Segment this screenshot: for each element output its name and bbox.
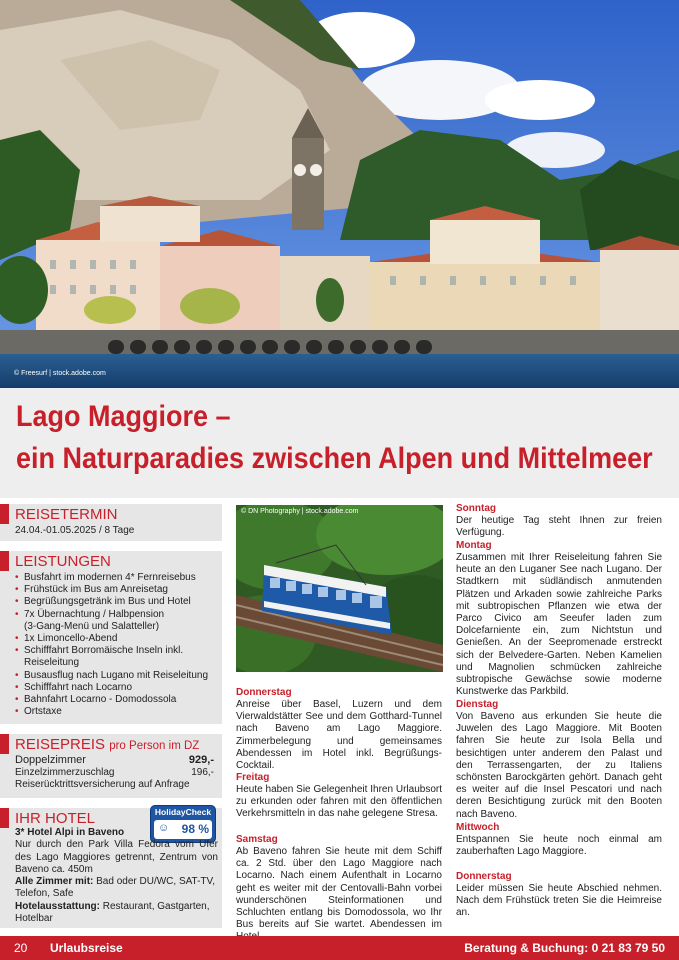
day-heading-montag: Montag xyxy=(456,540,492,551)
day-text-samstag: Ab Baveno fahren Sie heute mit dem Schiff ca. 2 Std. über den Lago Maggiore nach Locarno. Nach einem Aufenthalt in Locarno geht es weiter mit der Centovalli-Bahn vorbei wunderschönen Steinformationen und Schluchten entlang bis Domodossola, wo Ihr Bus bereits auf Sie wartet. Abendessen im xyxy=(236,846,442,931)
day-text-donnerstag-2: Leider müssen Sie heute Abschied nehmen. Nach dem Frühstück treten Sie die Heimreise an. xyxy=(456,883,662,919)
day-text-sonntag: Der heutige Tag steht Ihnen zur freien Verfügung. xyxy=(456,515,662,539)
hotel-name: 3* Hotel Alpi in Baveno xyxy=(15,827,125,838)
footer-contact: Beratung & Buchung: 0 21 83 79 50 xyxy=(464,941,665,955)
price-value: 929,- xyxy=(188,754,214,766)
leistung-item: • Bahnfahrt Locarno - Domodossola xyxy=(15,694,220,706)
day-text-freitag: Heute haben Sie Gelegenheit Ihren Urlaubsort zu erkunden oder fahren mit den öffentlichen Verkehrsmitteln in das nahe gelegene Stresa. xyxy=(236,784,442,820)
train-photo xyxy=(236,505,443,672)
reisetermin-text: 24.04.-01.05.2025 / 8 Tage xyxy=(15,525,135,536)
hero-illustration xyxy=(0,0,679,388)
day-text-montag: Zusammen mit Ihrer Reiseleitung fahren Sie heute an den Luganer See nach Lugano. Der Stadtkern mit südländisch anmutenden Plätzen und Arkaden sowie zahlreiche Parks mit subtropischen Pflanzen wie etwa der Parco Civico am Seeufer laden zum Dolcefarniente ein, zum Nichtstun und Genießen. An der Seepromenade erstreckt sich der Belvedere-Garten. Neben Kamelien und Magnolien schmücken zahlreiche subtropische Gewächse sowie moderne Kunstwerke das Parkbild. xyxy=(456,552,662,698)
hotel-facilities xyxy=(15,901,218,926)
hotel-facilities-label: Hotelausstattung: xyxy=(15,900,100,912)
leistung-item: • Ortstaxe xyxy=(15,706,220,718)
day-heading-samstag: Samstag xyxy=(236,834,278,845)
holidaycheck-people-icon: ☺ xyxy=(158,822,170,834)
leistung-item: • 7x Übernachtung / Halbpension xyxy=(15,609,220,621)
heading-leistungen: LEISTUNGEN xyxy=(15,553,111,570)
leistung-item: • Frühstück im Bus am Anreisetag xyxy=(15,584,220,596)
page-title-line1: Lago Maggiore – xyxy=(16,400,231,433)
price-row-dz xyxy=(15,754,214,767)
hotel-details xyxy=(15,827,218,925)
price-table xyxy=(15,754,214,767)
hero-photo-lake-town xyxy=(0,0,679,388)
page-title xyxy=(16,396,653,480)
panel-leistungen xyxy=(0,551,222,724)
day-heading-freitag: Freitag xyxy=(236,772,270,783)
holidaycheck-logo-text: HolidayCheck xyxy=(154,807,212,817)
day-text-dienstag: Von Baveno aus erkunden Sie heute die Juwelen des Lago Maggiore. Mit Booten fahren Sie heute zur Isola Bella und besichtigen unter anderem den Palast und den Terrassengarten, der zu Italiens schönsten Barockgärten gehört. Danach geht es weiter auf die Insel Pescatori und nach deren Besichtigung zurück mit den Booten nach Baveno. xyxy=(456,711,662,820)
reisepreis-title: REISEPREIS xyxy=(15,736,106,753)
heading-reisepreis xyxy=(15,736,199,753)
heading-reisetermin: REISETERMIN xyxy=(15,506,118,523)
reisepreis-subtitle: pro Person im DZ xyxy=(109,740,200,752)
page-title-line2: ein Naturparadies zwischen Alpen und Mittelmeer xyxy=(16,442,653,475)
day-text-mittwoch: Entspannen Sie heute noch einmal am zauberhaften Lago Maggiore. xyxy=(456,834,662,858)
day-heading-dienstag: Dienstag xyxy=(456,699,499,710)
panel-reisetermin xyxy=(0,504,222,541)
title-area xyxy=(0,388,679,498)
leistung-item: (3-Gang-Menü und Salatteller) xyxy=(24,620,160,632)
footer-bar xyxy=(0,936,679,960)
insurance-note: Reiserücktrittsversicherung auf Anfrage xyxy=(15,779,190,791)
hero-photo-credit: © Freesurf | stock.adobe.com xyxy=(14,370,106,377)
leistung-item: • Schifffahrt nach Locarno xyxy=(15,682,220,694)
holidaycheck-percent: 98 % xyxy=(181,822,209,836)
leistung-item: • Schifffahrt Borromäische Inseln inkl. xyxy=(15,645,220,657)
leistung-item: • 1x Limoncello-Abend xyxy=(15,633,220,645)
footer-category: Urlaubsreise xyxy=(50,941,123,955)
price-row-ez xyxy=(15,767,214,779)
price-label: Doppelzimmer xyxy=(15,754,86,766)
hotel-rooms-label: Alle Zimmer mit: xyxy=(15,876,94,888)
accent-bar xyxy=(0,734,9,754)
page-number: 20 xyxy=(14,941,28,955)
hotel-rooms-text: Bad oder DU/WC, SAT-TV, Telefon, Safe xyxy=(15,876,216,900)
price-table-2 xyxy=(15,767,214,792)
accent-bar xyxy=(0,551,9,571)
panel-hotel xyxy=(0,808,222,928)
leistung-item: Reiseleitung xyxy=(24,657,80,669)
leistungen-list xyxy=(15,572,220,718)
leistung-item: • Begrüßungsgetränk im Bus und Hotel xyxy=(15,596,220,608)
hotel-facilities-text: Restaurant, Gastgarten, Hotelbar xyxy=(15,900,210,925)
day-heading-mittwoch: Mittwoch xyxy=(456,822,500,833)
day-heading-donnerstag-1: Donnerstag xyxy=(236,687,292,698)
train-illustration xyxy=(236,505,443,672)
price-label: Einzelzimmerzuschlag xyxy=(15,767,115,778)
accent-bar xyxy=(0,808,9,828)
day-heading-donnerstag-2: Donnerstag xyxy=(456,871,512,882)
hotel-description: Nur durch den Park Villa Fedora vom Ufer des Lago Maggiores getrennt, Zentrum von Baveno ca. 450m xyxy=(15,839,218,875)
day-heading-sonntag: Sonntag xyxy=(456,503,496,514)
price-value: 196,- xyxy=(191,767,214,778)
accent-bar xyxy=(0,504,9,524)
train-photo-credit: © DN Photography | stock.adobe.com xyxy=(241,508,359,515)
leistung-item: • Busausflug nach Lugano mit Reiseleitung xyxy=(15,670,220,682)
day-text-donnerstag-1: Anreise über Basel, Luzern und dem Vierwaldstätter See und dem Gotthard-Tunnel nach Baveno am Lago Maggiore. Zimmerbelegung und gemeinsames Abendessen im Hotel inkl. Begrüßungs-Cocktail. xyxy=(236,699,442,772)
leistung-item: • Busfahrt im modernen 4* Fernreisebus xyxy=(15,572,220,584)
hotel-rooms xyxy=(15,876,218,901)
panel-reisepreis xyxy=(0,734,222,798)
heading-hotel: IHR HOTEL xyxy=(15,810,96,827)
